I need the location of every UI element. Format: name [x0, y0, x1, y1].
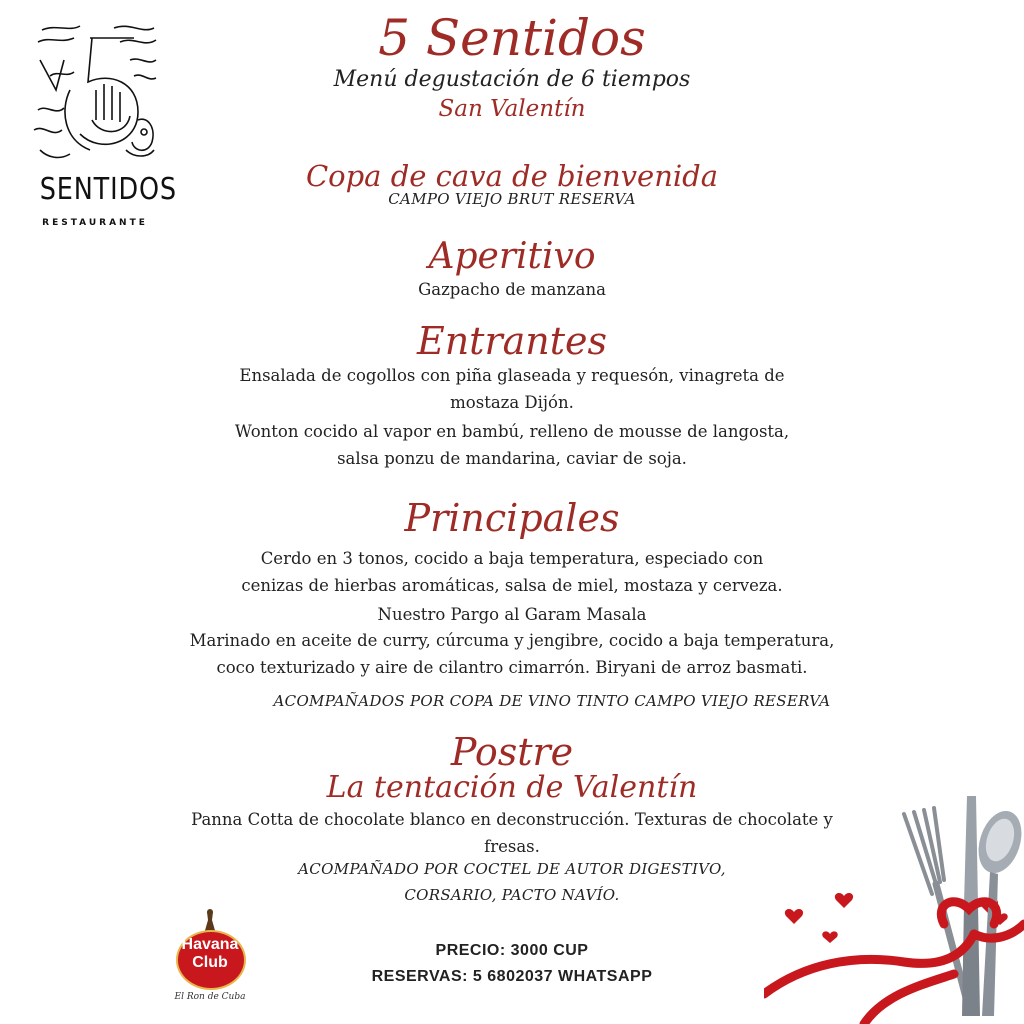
postre-line2: fresas. — [484, 837, 540, 856]
occasion-label: San Valentín — [438, 96, 586, 122]
postre-pairing-line2: CORSARIO, PACTO NAVÍO. — [404, 886, 620, 904]
principales-item2-line2: coco texturizado y aire de cilantro cimarrón. Biryani de arroz basmati. — [216, 658, 808, 677]
welcome-item: CAMPO VIEJO BRUT RESERVA — [388, 190, 636, 208]
welcome-heading: Copa de cava de bienvenida — [305, 159, 719, 193]
principales-pairing: ACOMPAÑADOS POR COPA DE VINO TINTO CAMPO VIEJO RESERVA — [273, 692, 831, 710]
sponsor-slogan: El Ron de Cuba — [174, 992, 246, 1002]
entrantes-item2-line2: salsa ponzu de mandarina, caviar de soja. — [337, 449, 687, 468]
aperitivo-item: Gazpacho de manzana — [418, 280, 606, 299]
principales-item1-line2: cenizas de hierbas aromáticas, salsa de miel, mostaza y cerveza. — [241, 576, 783, 595]
principales-item2-line1: Marinado en aceite de curry, cúrcuma y jengibre, cocido a baja temperatura, — [189, 631, 835, 650]
aperitivo-heading: Aperitivo — [428, 236, 596, 277]
page-title: 5 Sentidos — [378, 9, 646, 67]
entrantes-item1-line2: mostaza Dijón. — [450, 393, 574, 412]
entrantes-heading: Entrantes — [416, 319, 608, 363]
reservations-label: RESERVAS: 5 6802037 WHATSAPP — [371, 968, 653, 985]
sponsor-logo — [160, 908, 260, 1008]
sponsor-name-line1: Havana — [181, 936, 239, 953]
principales-item1-line1: Cerdo en 3 tonos, cocido a baja temperatura, especiado con — [260, 549, 764, 568]
sponsor-name-line2: Club — [192, 954, 228, 971]
postre-heading: Postre — [450, 730, 574, 774]
entrantes-item2-line1: Wonton cocido al vapor en bambú, relleno de mousse de langosta, — [234, 422, 790, 441]
logo-tagline: RESTAURANTE — [42, 218, 148, 228]
entrantes-item1-line1: Ensalada de cogollos con piña glaseada y requesón, vinagreta de — [239, 366, 785, 385]
postre-dish-name: La tentación de Valentín — [326, 770, 698, 805]
principales-item2-title: Nuestro Pargo al Garam Masala — [377, 605, 647, 624]
postre-pairing-line1: ACOMPAÑADO POR COCTEL DE AUTOR DIGESTIVO, — [298, 860, 726, 878]
postre-line1: Panna Cotta de chocolate blanco en deconstrucción. Texturas de chocolate y — [191, 810, 833, 829]
principales-heading: Principales — [404, 496, 620, 540]
cutlery-ribbon-decoration — [764, 784, 1024, 1024]
page-subtitle: Menú degustación de 6 tiempos — [333, 67, 691, 92]
logo-brand-name: SENTIDOS — [39, 172, 177, 207]
price-label: PRECIO: 3000 CUP — [435, 942, 589, 959]
